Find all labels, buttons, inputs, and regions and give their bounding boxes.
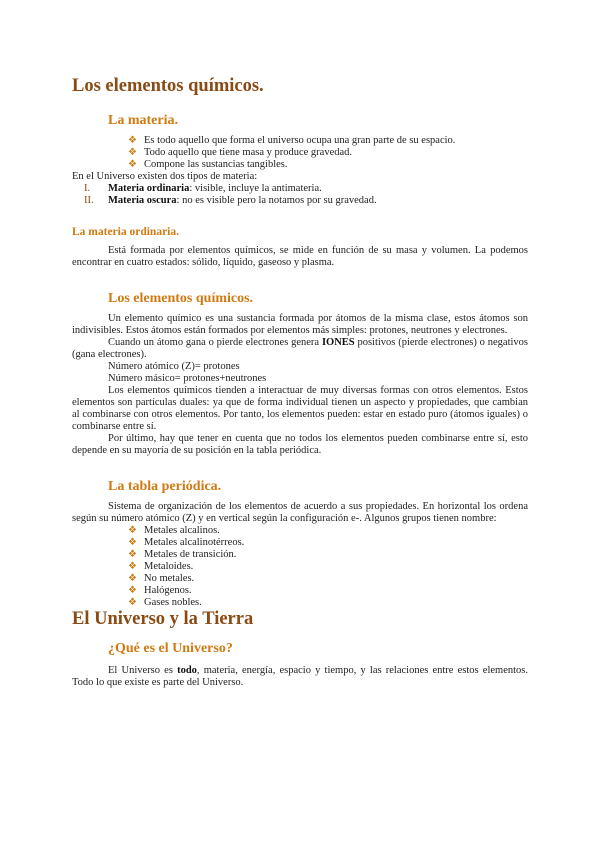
page-title: Los elementos químicos.: [72, 76, 264, 96]
section-title-universo: El Universo y la Tierra: [72, 609, 254, 629]
paragraph: Está formada por elementos químicos, se mide en función de su masa y volumen. La podemos encontrar en cuatro estados: sólido, líquido, gaseoso y plasma.: [72, 245, 528, 268]
tabla-groups: [72, 525, 528, 609]
paragraph: Sistema de organización de los elementos de acuerdo a sus propiedades. En horizontal los ordena según su número atómico (Z) y en vertical según la configuración e-. Algunos grupos tienen nombre:: [72, 501, 528, 524]
diamond-bullet-icon: ❖: [128, 147, 137, 158]
list-item: ❖ Metales de transición.: [128, 549, 237, 560]
diamond-bullet-icon: ❖: [128, 549, 137, 560]
paragraph: Los elementos químicos tienden a interactuar de muy diversas formas con otros elementos. Estos elementos son partículas duales: ya que de forma individual tienen un aspecto y propiedades, que cambian al combinarse con otros elementos. Por tanto, los elementos pueden: estar en estado puro (átomos iguales) o combinarse entre sí.: [72, 385, 528, 432]
materia-intro: En el Universo existen dos tipos de materia:: [72, 171, 258, 182]
paragraph: Un elemento químico es una sustancia formada por átomos de la misma clase, estos átomos son indivisibles. Estos átomos están formados por elementos más simples: protones, neutrones y electrones.: [72, 313, 528, 336]
list-item: ❖ Todo aquello que tiene masa y produce gravedad.: [128, 147, 353, 158]
list-item: II. Materia oscura: no es visible pero la notamos por su gravedad.: [84, 195, 377, 206]
paragraph: Por último, hay que tener en cuenta que no todos los elementos pueden combinarse entre sí, esto depende en su mayoría de su posición en la tabla periódica.: [72, 433, 528, 456]
materia-bullets: [72, 135, 528, 171]
materia-types: [72, 183, 528, 207]
document-page: [72, 0, 528, 689]
paragraph: Cuando un átomo gana o pierde electrones genera IONES positivos (pierde electrones) o negativos (gana electrones).: [72, 337, 528, 360]
heading-elementos: Los elementos químicos.: [108, 291, 254, 306]
diamond-bullet-icon: ❖: [128, 135, 137, 146]
list-item: ❖ Es todo aquello que forma el universo ocupa una gran parte de su espacio.: [128, 135, 456, 146]
list-item: ❖ Compone las sustancias tangibles.: [128, 159, 288, 170]
diamond-bullet-icon: ❖: [128, 597, 137, 608]
heading-tabla-periodica: La tabla periódica.: [108, 479, 222, 494]
list-item: ❖ Halógenos.: [128, 585, 192, 596]
diamond-bullet-icon: ❖: [128, 159, 137, 170]
diamond-bullet-icon: ❖: [128, 525, 137, 536]
list-item: ❖ Gases nobles.: [128, 597, 202, 608]
heading-que-es-universo: ¿Qué es el Universo?: [108, 641, 233, 656]
diamond-bullet-icon: ❖: [128, 561, 137, 572]
paragraph: El Universo es todo, materia, energía, espacio y tiempo, y las relaciones entre estos elementos. Todo lo que existe es parte del Universo.: [72, 665, 528, 688]
list-item: ❖ No metales.: [128, 573, 195, 584]
diamond-bullet-icon: ❖: [128, 573, 137, 584]
paragraph: Número atómico (Z)= protones: [108, 361, 240, 372]
list-item: ❖ Metales alcalinotérreos.: [128, 537, 245, 548]
diamond-bullet-icon: ❖: [128, 537, 137, 548]
list-item: ❖ Metales alcalinos.: [128, 525, 220, 536]
list-item: ❖ Metaloides.: [128, 561, 194, 572]
list-item: I. Materia ordinaria: visible, incluye la antimateria.: [84, 183, 322, 194]
paragraph: Número másico= protones+neutrones: [108, 373, 267, 384]
diamond-bullet-icon: ❖: [128, 585, 137, 596]
heading-materia-ordinaria: La materia ordinaria.: [72, 226, 179, 238]
heading-materia: La materia.: [108, 113, 178, 128]
